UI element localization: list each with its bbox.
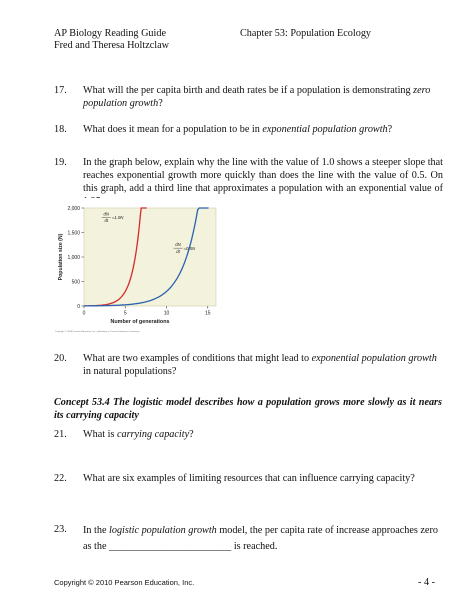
x-axis-title: Number of generations: [110, 319, 170, 325]
rate-label-denominator: dt: [176, 248, 180, 254]
x-tick-label: 5: [123, 310, 127, 317]
y-tick-label: 1,500: [67, 230, 80, 237]
question-number: 20.: [54, 353, 67, 364]
question-text-segment: What will the per capita birth and death rates be if a population is demonstrating: [83, 85, 414, 96]
question-text-segment: In the: [83, 525, 110, 536]
question-number: 17.: [54, 85, 67, 96]
question-text: [83, 123, 443, 136]
question-text: [83, 472, 443, 485]
population-growth-figure: [54, 198, 224, 338]
question-number: 23.: [54, 524, 67, 535]
question-term: exponential population growth: [262, 124, 388, 135]
rate-label-value: =0.5N: [183, 245, 196, 251]
question-text-segment: ?: [158, 98, 163, 109]
x-tick-label: 10: [163, 310, 170, 317]
question-term: exponential population growth: [311, 353, 437, 364]
question-term: logistic population growth: [109, 525, 217, 536]
y-tick-label: 0: [77, 303, 80, 310]
question-text-segment: What are six examples of limiting resources that can influence carrying capacity?: [83, 473, 415, 484]
question-number: 19.: [54, 157, 67, 168]
y-tick-label: 2,000: [67, 205, 80, 212]
y-axis-title: Population size (N): [58, 233, 64, 281]
question-text: [83, 523, 443, 555]
rate-label-numerator: dN: [175, 242, 181, 248]
question-text: [83, 84, 443, 110]
figure-credit: Copyright © 2008 Pearson Education, Inc., publishing as Pearson Benjamin Cummings.: [55, 331, 141, 333]
question-text-segment: In the graph below, explain why the line with the value of 1.0 shows a steeper slope that reaches exponential growth more quickly than does the line with the value of 0.5. On this graph, add a third line that approximates a population with an exponential value of: [83, 157, 443, 194]
question-text-segment: in natural populations?: [83, 366, 177, 377]
question-number: 21.: [54, 429, 67, 440]
question-term: zero population growth: [83, 85, 431, 109]
question-text-segment: ?: [387, 124, 393, 135]
header-course-title: AP Biology Reading Guide: [54, 28, 166, 39]
rate-label-value: =1.0N: [111, 214, 124, 220]
question-text: [83, 428, 443, 441]
page-number: - 4 -: [418, 577, 435, 588]
question-number: 22.: [54, 473, 67, 484]
question-text-segment: What does it mean for a population to be in: [83, 124, 263, 135]
question-text-segment: What is: [83, 429, 117, 440]
question-text-segment: model, the per capita rate of increase approaches zero as the ________________________ is reached.: [83, 525, 438, 552]
rate-label-denominator: dt: [104, 217, 109, 223]
concept-heading: Concept 53.4 The logistic model describes how a population grows more slowly as it nears its carrying capacity: [54, 397, 442, 421]
header-chapter: Chapter 53: Population Ecology: [240, 28, 372, 39]
header-authors: Fred and Theresa Holtzclaw: [54, 40, 169, 51]
question-number: 18.: [54, 124, 67, 135]
y-tick-label: 500: [71, 279, 80, 286]
question-text: [83, 352, 443, 378]
footer-copyright: Copyright © 2010 Pearson Education, Inc.: [54, 578, 195, 587]
question-text-segment: What are two examples of conditions that might lead to: [83, 353, 312, 364]
x-tick-label: 0: [82, 310, 86, 317]
rate-label-numerator: dN: [103, 211, 110, 217]
x-tick-label: 15: [204, 310, 211, 317]
question-text-segment: ?: [189, 429, 194, 440]
question-term: carrying capacity: [116, 429, 190, 440]
y-tick-label: 1,000: [67, 254, 80, 261]
